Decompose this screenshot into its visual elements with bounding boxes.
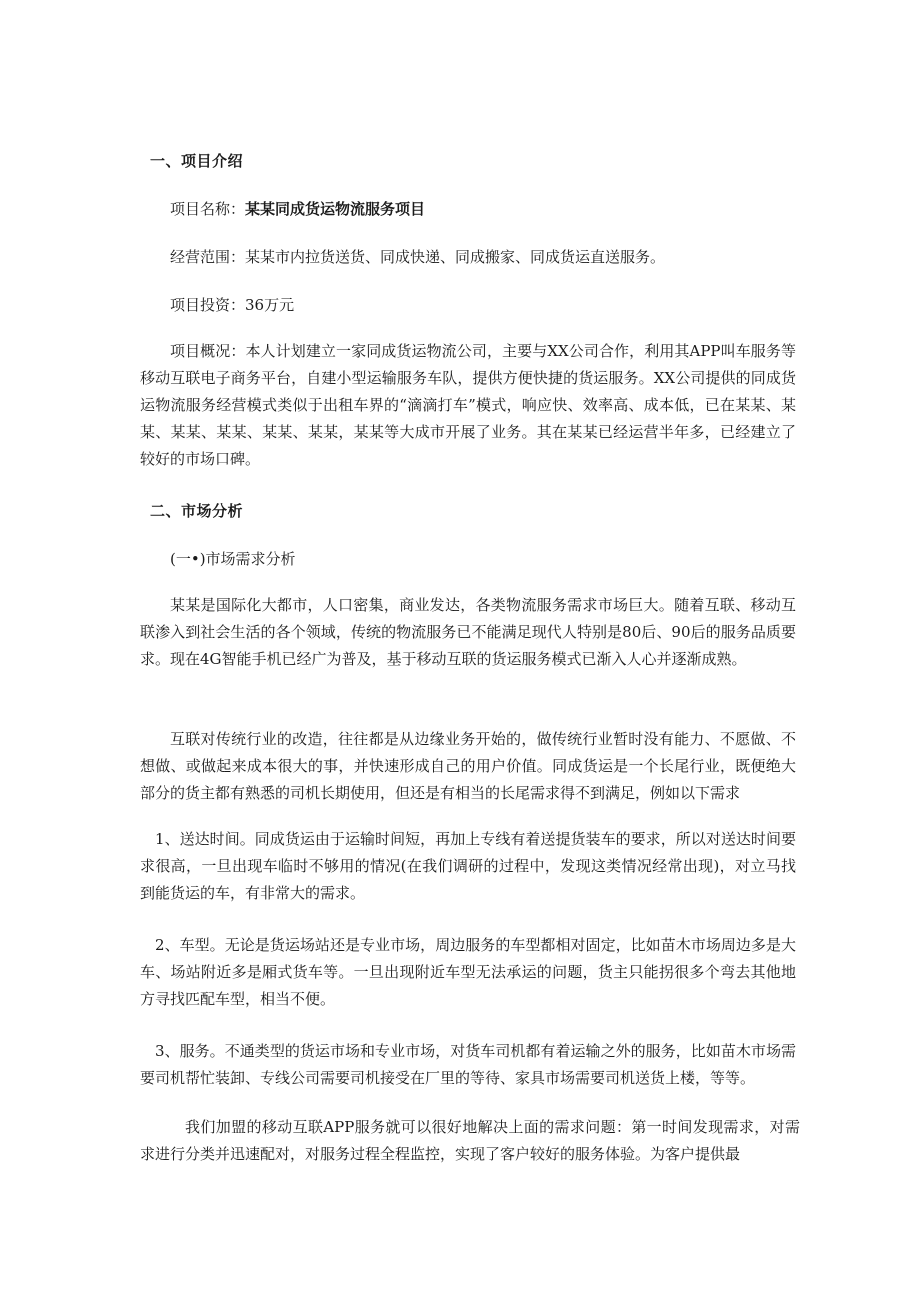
section-heading-market-analysis: 二、市场分析 — [150, 502, 244, 520]
project-name-line — [170, 198, 425, 219]
demand-item-1: 1、送达时间。同成货运由于运输时间短，再加上专线有着送提货装车的要求，所以对送达时间要求很高，一旦出现车临时不够用的情况(在我们调研的过程中，发现这类情况经常出现)，对立马找到能货运的车，有非常大的需求。 — [140, 830, 796, 902]
project-name-value: 某某同成货运物流服务项目 — [245, 200, 426, 218]
market-paragraph-3: 我们加盟的移动互联APP服务就可以很好地解决上面的需求问题：第一时间发现需求，对需求进行分类并迅速配对，对服务过程全程监控，实现了客户较好的服务体验。为客户提供最 — [140, 1118, 800, 1163]
project-overview-paragraph: 项目概况：本人计划建立一家同成货运物流公司，主要与XX公司合作，利用其APP叫车服务等移动互联电子商务平台，自建小型运输服务车队，提供方便快捷的货运服务。XX公司提供的同成货运物流服务经营模式类似于出租车界的“滴滴打车”模式，响应快、效率高、成本低，已在某某、某某、某某、某某、某某、某某，某某等大成市开展了业务。其在某某已经运营半年多，已经建立了较好的市场口碑。 — [140, 342, 796, 468]
section-heading-project-intro: 一、项目介绍 — [150, 152, 244, 170]
subheading-demand-analysis: (一•)市场需求分析 — [170, 550, 296, 568]
demand-item-2: 2、车型。无论是货运场站还是专业市场，周边服务的车型都相对固定，比如苗木市场周边多是大车、场站附近多是厢式货车等。一旦出现附近车型无法承运的问题，货主只能拐很多个弯去其他地方寻找匹配车型，相当不便。 — [140, 936, 796, 1008]
market-paragraph-2: 互联对传统行业的改造，往往都是从边缘业务开始的，做传统行业暂时没有能力、不愿做、不想做、或做起来成本很大的事，并快速形成自己的用户价值。同成货运是一个长尾行业，既便绝大部分的货主都有熟悉的司机长期使用，但还是有相当的长尾需求得不到满足，例如以下需求 — [140, 730, 796, 802]
demand-item-3: 3、服务。不通类型的货运市场和专业市场，对货车司机都有着运输之外的服务，比如苗木市场需要司机帮忙装卸、专线公司需要司机接受在厂里的等待、家具市场需要司机送货上楼，等等。 — [140, 1042, 796, 1087]
project-name-label: 项目名称： — [170, 200, 246, 218]
investment-line: 项目投资：36万元 — [170, 296, 295, 314]
market-paragraph-1: 某某是国际化大都市，人口密集，商业发达，各类物流服务需求市场巨大。随着互联、移动互联渗入到社会生活的各个领域，传统的物流服务已不能满足现代人特别是80后、90后的服务品质要求。现在4G智能手机已经广为普及，基于移动互联的货运服务模式已渐入人心并逐渐成熟。 — [140, 596, 796, 668]
business-scope-line: 经营范围：某某市内拉货送货、同成快递、同成搬家、同成货运直送服务。 — [170, 248, 666, 266]
